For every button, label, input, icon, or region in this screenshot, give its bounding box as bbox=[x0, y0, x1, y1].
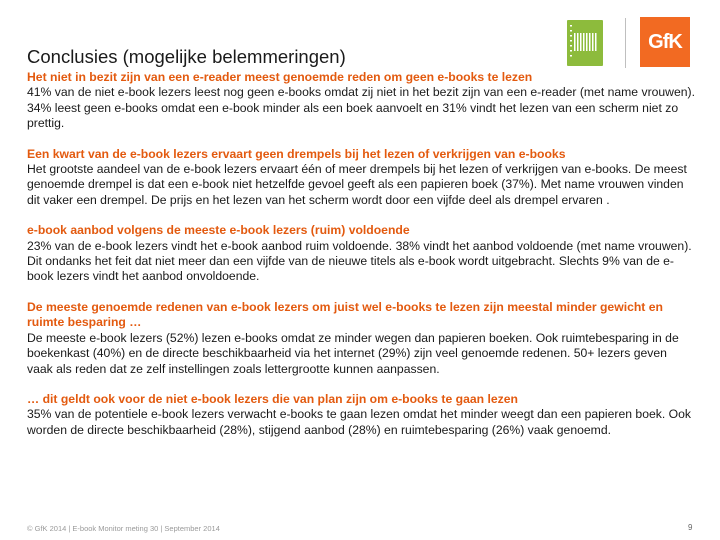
gfk-logo: GfK bbox=[640, 17, 690, 67]
page-title: Conclusies (mogelijke belemmeringen) bbox=[27, 46, 346, 67]
book-spine-dots bbox=[570, 25, 572, 57]
section-heading: e-book aanbod volgens de meeste e-book lezers (ruim) voldoende bbox=[27, 223, 410, 238]
section-drempels bbox=[27, 147, 695, 209]
section-niet-lezers bbox=[27, 392, 695, 438]
section-body: 41% van de niet e-book lezers leest nog geen e-books omdat zij niet in het bezit zijn van een e-reader (met name vrouwen). 34% leest geen e-books omdat een e-book minder als een boek aanvoelt en 31% vindt het lezen van een scherm niet zo prettig. bbox=[27, 85, 695, 131]
footer-text: © GfK 2014 | E-book Monitor meting 30 | September 2014 bbox=[27, 524, 220, 533]
section-body: Het grootste aandeel van de e-book lezers ervaart één of meer drempels bij het lezen of verkrijgen van e-books. De meest genoemde drempel is dat een e-book niet hetzelfde gevoel geeft als een papieren boek (37%). Met name vrouwen vinden dit vaker een drempel. De prijs en het lezen van het scherm wordt door een vijfde deel als drempel ervaren . bbox=[27, 162, 687, 207]
barcode-book-icon bbox=[567, 20, 603, 66]
barcode-bars bbox=[574, 33, 598, 51]
logo-divider bbox=[625, 18, 626, 68]
section-redenen bbox=[27, 300, 695, 377]
section-heading: Het niet in bezit zijn van een e-reader meest genoemde reden om geen e-books te lezen bbox=[27, 70, 533, 84]
section-heading: … dit geldt ook voor de niet e-book lezers die van plan zijn om e-books te gaan lezen bbox=[27, 391, 518, 406]
section-heading: De meeste genoemde redenen van e-book lezers om juist wel e-books te lezen zijn meestal minder gewicht en ruimte besparing … bbox=[27, 299, 663, 330]
section-aanbod bbox=[27, 223, 695, 285]
section-ereader bbox=[27, 70, 695, 132]
section-body: 35% van de potentiele e-book lezers verwacht e-books te gaan lezen omdat het minder weegt dan een papieren boek. Ook worden de directe beschikbaarheid (28%), stijgend aanbod (28%) en ruimtebesparing (26%) vaak genoemd. bbox=[27, 407, 691, 437]
section-body: 23% van de e-book lezers vindt het e-book aanbod ruim voldoende. 38% vindt het aanbod voldoende (met name vrouwen). Dit ondanks het feit dat niet meer dan een vijfde van de nieuwe titels als e-book wordt uitgebracht. Slechts 9% van de e-book lezers vindt het aanbod onvoldoende. bbox=[27, 238, 692, 284]
page-number: 9 bbox=[688, 523, 693, 532]
section-heading: Een kwart van de e-book lezers ervaart geen drempels bij het lezen of verkrijgen van e-books bbox=[27, 146, 566, 161]
section-body: De meeste e-book lezers (52%) lezen e-books omdat ze minder wegen dan papieren boeken. Ook ruimtebesparing in de boekenkast (40%) en de directe beschikbaarheid via het internet (29%) zijn veel genoemde redenen. 50+ lezers geven vaak als reden dat ze zelf instellingen zoals lettergrootte kunnen aanpassen. bbox=[27, 330, 679, 376]
content bbox=[27, 70, 695, 453]
